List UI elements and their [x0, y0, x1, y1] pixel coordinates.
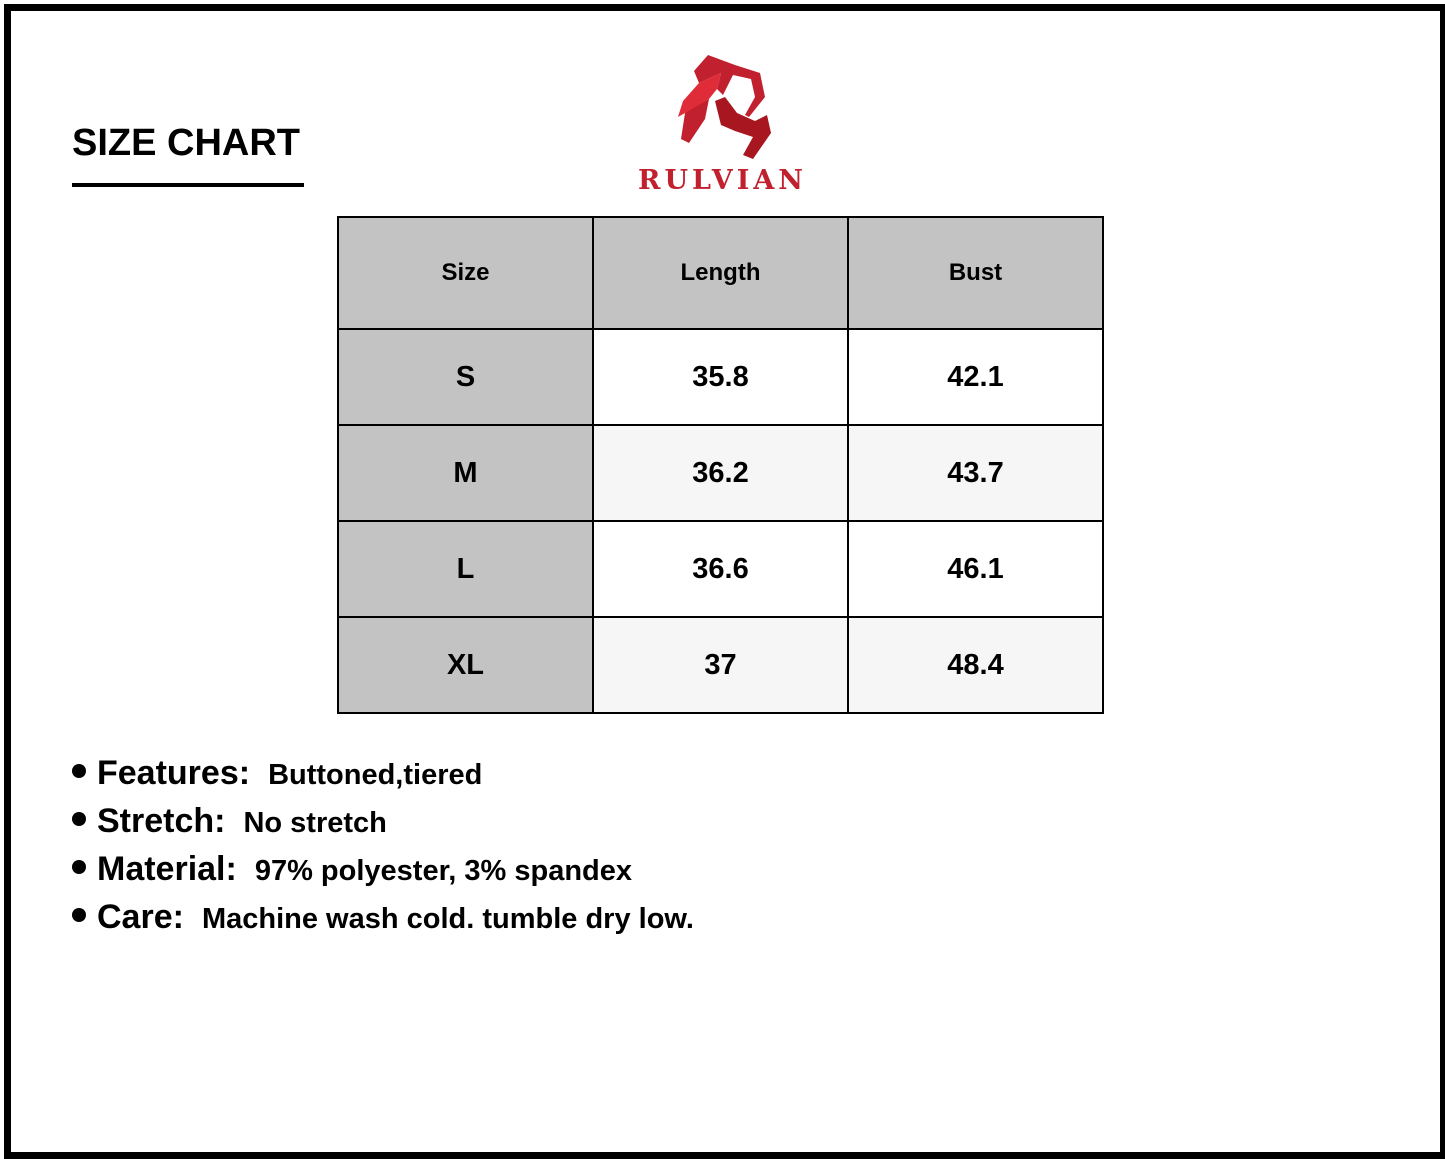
bullet-icon: [72, 764, 86, 778]
spec-material: [72, 850, 694, 898]
length-cell: 37: [593, 617, 848, 713]
spec-care: [72, 898, 694, 946]
brand-logo: [620, 50, 830, 200]
brand-name: RULVIAN: [638, 165, 807, 196]
header-size: Size: [338, 217, 593, 329]
size-cell: S: [338, 329, 593, 425]
size-cell: XL: [338, 617, 593, 713]
table-row: [338, 521, 1103, 617]
spec-stretch: [72, 802, 694, 850]
table-header-row: [338, 217, 1103, 329]
spec-value: Buttoned,tiered: [268, 759, 483, 791]
header-bust: Bust: [848, 217, 1103, 329]
bullet-icon: [72, 812, 86, 826]
stylized-r-logo-icon: [675, 53, 775, 163]
spec-label: Material:: [97, 850, 237, 888]
table-row: [338, 617, 1103, 713]
size-cell: M: [338, 425, 593, 521]
spec-value: No stretch: [243, 807, 387, 839]
bullet-icon: [72, 860, 86, 874]
header-length: Length: [593, 217, 848, 329]
bust-cell: 48.4: [848, 617, 1103, 713]
bust-cell: 42.1: [848, 329, 1103, 425]
bust-cell: 43.7: [848, 425, 1103, 521]
spec-value: Machine wash cold. tumble dry low.: [201, 903, 694, 935]
length-cell: 36.2: [593, 425, 848, 521]
title-underline: [72, 183, 304, 187]
bullet-icon: [72, 908, 86, 922]
size-cell: L: [338, 521, 593, 617]
table-row: [338, 329, 1103, 425]
spec-value: 97% polyester, 3% spandex: [254, 855, 633, 887]
bust-cell: 46.1: [848, 521, 1103, 617]
spec-features: [72, 754, 694, 802]
spec-list: [72, 754, 694, 946]
spec-label: Care:: [97, 898, 184, 936]
spec-label: Features:: [97, 754, 251, 792]
length-cell: 36.6: [593, 521, 848, 617]
size-table: [337, 216, 1104, 714]
length-cell: 35.8: [593, 329, 848, 425]
spec-label: Stretch:: [97, 802, 226, 840]
table-row: [338, 425, 1103, 521]
page-title: SIZE CHART: [72, 122, 300, 164]
